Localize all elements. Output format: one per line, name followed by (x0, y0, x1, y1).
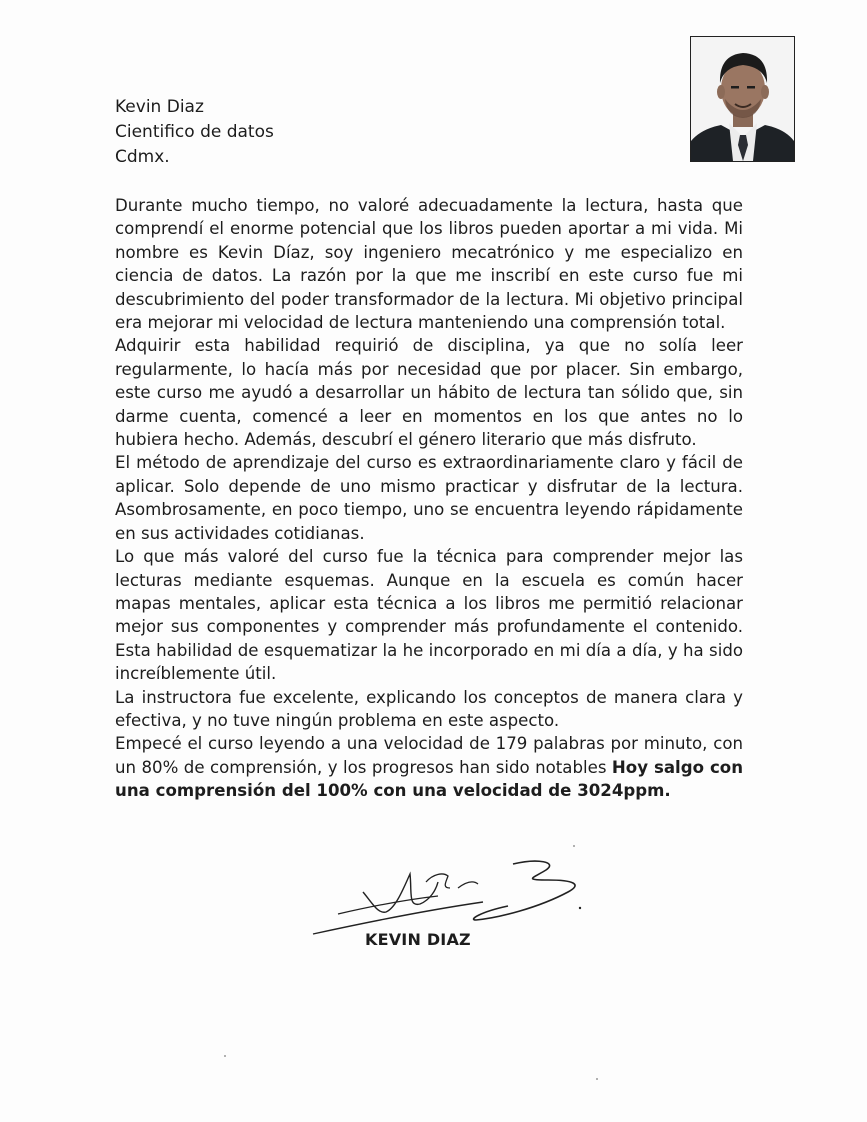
signature-name: KEVIN DIAZ (365, 930, 471, 949)
paragraph-6 (115, 732, 743, 802)
paper-speck (596, 1078, 598, 1080)
paragraph-3: El método de aprendizaje del curso es extraordinariamente claro y fácil de aplicar. Solo depende de uno mismo practicar y disfrutar de la lectura. Asombrosamente, en poco tiempo, uno se encuentra leyendo rápidamente en sus actividades cotidianas. (115, 453, 743, 543)
paragraph-5: La instructora fue excelente, explicando los conceptos de manera clara y efectiva, y no tuve ningún problema en este aspecto. (115, 687, 743, 730)
sender-city: Cdmx. (115, 147, 170, 167)
sender-role: Cientifico de datos (115, 122, 274, 142)
paragraph-6-highlight: Hoy salgo con una comprensión del 100% con una velocidad de 3024ppm. (115, 757, 744, 801)
handwritten-signature (308, 852, 593, 938)
letter-body (115, 194, 743, 803)
profile-photo (690, 36, 795, 162)
portrait-image (691, 37, 794, 161)
paragraph-6-text: Empecé el curso leyendo a una velocidad de 179 palabras por minuto, con un 80% de comprensión, y los progresos han sido notables (115, 734, 743, 777)
paper-speck (224, 1055, 226, 1057)
sender-name: Kevin Diaz (115, 97, 204, 117)
paper-speck (573, 845, 575, 847)
paragraph-2: Adquirir esta habilidad requirió de disciplina, ya que no solía leer regularmente, lo hacía más por necesidad que por placer. Sin embargo, este curso me ayudó a desarrollar un hábito de lectura tan sólido que, sin darme cuenta, comencé a leer en momentos en los que antes no lo hubiera hecho. Además, descubrí el género literario que más disfruto. (115, 336, 743, 450)
paragraph-1: Durante mucho tiempo, no valoré adecuadamente la lectura, hasta que comprendí el enorme potencial que los libros pueden aportar a mi vida. Mi nombre es Kevin Díaz, soy ingeniero mecatrónico y me especializo en ciencia de datos. La razón por la que me inscribí en este curso fue mi descubrimiento del poder transformador de la lectura. Mi objetivo principal era mejorar mi velocidad de lectura manteniendo una comprensión total. (115, 196, 743, 333)
sender-header (115, 95, 274, 170)
paragraph-4: Lo que más valoré del curso fue la técnica para comprender mejor las lecturas mediante esquemas. Aunque en la escuela es común hacer mapas mentales, aplicar esta técnica a los libros me permitió relacionar mejor sus componentes y comprender más profundamente el contenido. Esta habilidad de esquematizar la he incorporado en mi día a día, y ha sido increíblemente útil. (115, 547, 743, 684)
